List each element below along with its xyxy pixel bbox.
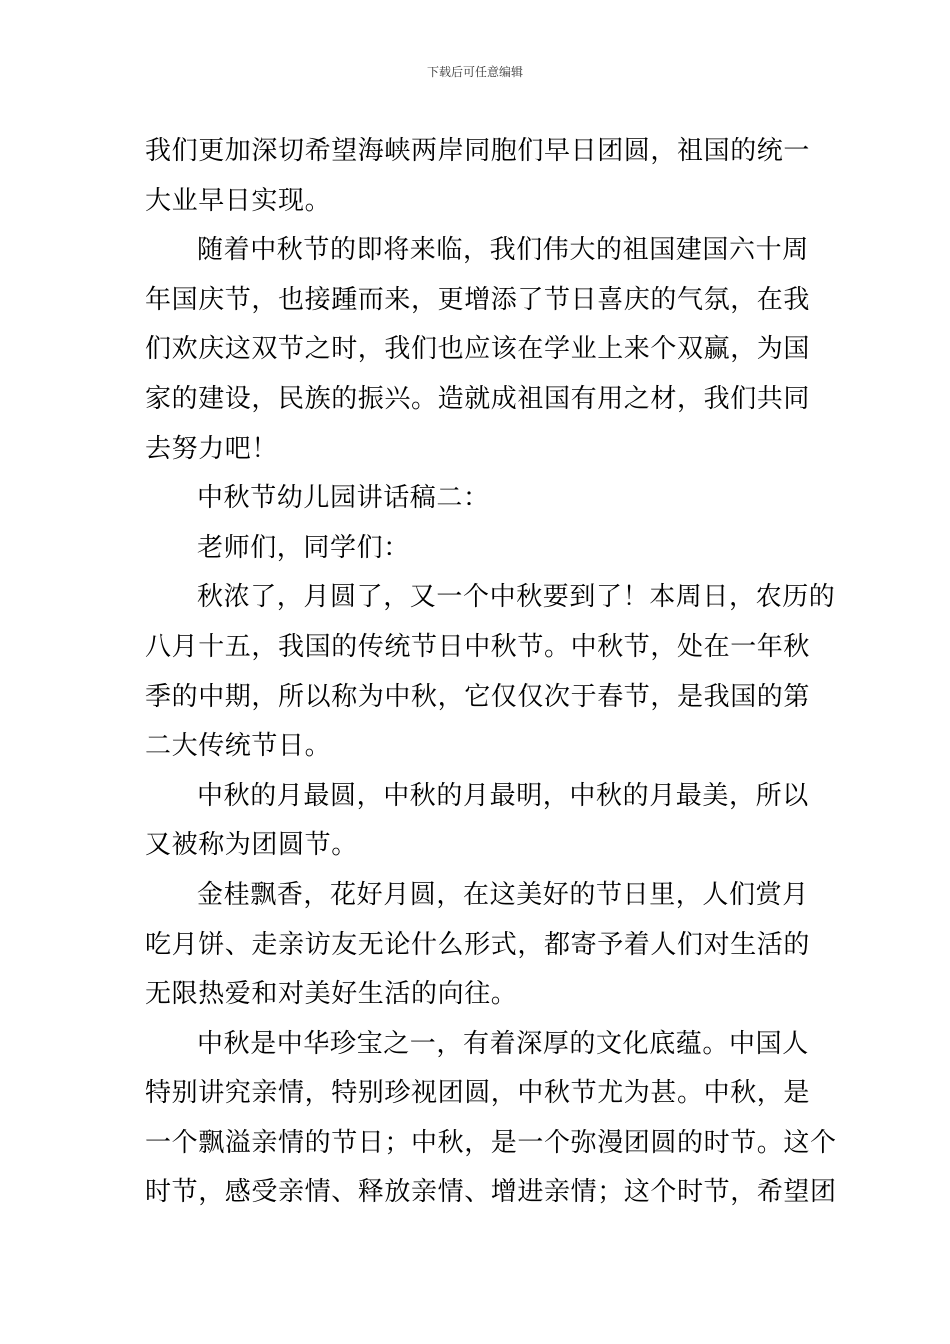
text-line: 一个飘溢亲情的节日；中秋，是一个弥漫团圆的时节。这个 — [145, 1127, 837, 1158]
text-line: 无限热爱和对美好生活的向往。 — [145, 979, 518, 1010]
text-line: 中秋是中华珍宝之一，有着深厚的文化底蕴。中国人 — [197, 1028, 809, 1059]
page-header-note: 下载后可任意编辑 — [426, 65, 523, 79]
text-line: 又被称为团圆节。 — [145, 830, 358, 861]
text-line: 二大传统节日。 — [145, 731, 332, 762]
text-line: 秋浓了，月圆了，又一个中秋要到了！本周日，农历的 — [197, 582, 836, 613]
text-line: 季的中期，所以称为中秋，它仅仅次于春节，是我国的第 — [145, 681, 811, 712]
text-line: 金桂飘香，花好月圆，在这美好的节日里，人们赏月 — [197, 879, 809, 910]
text-line: 我们更加深切希望海峡两岸同胞们早日团圆，祖国的统一 — [145, 136, 811, 166]
text-line: 去努力吧！ — [145, 433, 279, 464]
text-line: 年国庆节，也接踵而来，更增添了节日喜庆的气氛，在我 — [145, 284, 811, 315]
text-line: 中秋的月最圆，中秋的月最明，中秋的月最美，所以 — [197, 780, 809, 811]
text-line: 们欢庆这双节之时，我们也应该在学业上来个双赢，为国 — [145, 334, 811, 365]
text-line: 八月十五，我国的传统节日中秋节。中秋节，处在一年秋 — [145, 631, 811, 662]
text-line: 家的建设，民族的振兴。造就成祖国有用之材，我们共同 — [145, 383, 811, 414]
text-line: 时节，感受亲情、释放亲情、增进亲情；这个时节，希望团 — [145, 1177, 837, 1208]
text-line: 随着中秋节的即将来临，我们伟大的祖国建国六十周 — [197, 235, 809, 266]
body-text — [145, 127, 837, 1218]
section-heading: 中秋节幼儿园讲话稿二： — [197, 483, 490, 514]
text-line: 特别讲究亲情，特别珍视团圆，中秋节尤为甚。中秋，是 — [145, 1078, 811, 1109]
text-line: 吃月饼、走亲访友无论什么形式，都寄予着人们对生活的 — [145, 929, 811, 960]
salutation: 老师们，同学们： — [197, 532, 410, 563]
text-line: 大业早日实现。 — [145, 185, 332, 216]
